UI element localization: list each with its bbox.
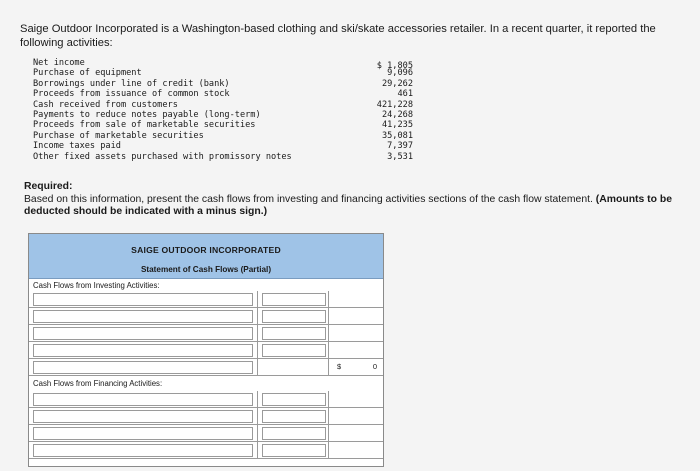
investing-row [29,291,383,308]
line-item-input[interactable] [33,293,253,306]
activity-row [33,152,413,162]
activity-row [33,58,413,71]
required-note: (Amounts to be deducted should be indicated with a minus sign.) [24,193,672,217]
activity-row [33,120,413,130]
cash-flow-statement-table [28,233,384,467]
statement-title: Statement of Cash Flows (Partial) [140,265,272,274]
financing-row [29,391,383,408]
activity-amount: 24,268 [381,109,413,120]
investing-activities-label: Cash Flows from Investing Activities: [33,281,160,290]
total-label-input[interactable] [33,361,253,374]
investing-row [29,325,383,342]
amount-input[interactable] [262,327,326,340]
financing-row [29,425,383,442]
amount-input[interactable] [262,427,326,440]
activity-label: Purchase of marketable securities [33,130,204,141]
required-text: Based on this information, present the cash flows from investing and financing activities sections of the cash flow statement. [24,193,593,205]
investing-row [29,342,383,359]
activity-amount: 461 [397,89,413,100]
activity-label: Other fixed assets purchased with promissory notes [33,151,292,162]
activity-label: Proceeds from sale of marketable securities [33,120,256,131]
amount-input[interactable] [262,310,326,323]
amount-input[interactable] [262,410,326,423]
activity-label: Cash received from customers [33,99,178,110]
financing-row [29,408,383,425]
activity-label: Income taxes paid [33,141,121,152]
financing-activities-label: Cash Flows from Financing Activities: [33,379,163,388]
investing-total-value: 0 [372,362,377,371]
activity-label: Proceeds from issuance of common stock [33,89,230,100]
activity-label: Purchase of equipment [33,68,142,79]
company-name: SAIGE OUTDOOR INCORPORATED [131,245,281,255]
line-item-input[interactable] [33,444,253,457]
amount-input[interactable] [262,444,326,457]
investing-row [29,308,383,325]
activity-row [33,100,413,110]
activity-row [33,68,413,78]
line-item-input[interactable] [33,427,253,440]
activity-row [33,141,413,151]
activity-label: Net income [33,58,85,68]
currency-symbol: $ [337,362,342,371]
activity-amount: 35,081 [381,130,413,141]
line-item-input[interactable] [33,393,253,406]
amount-input[interactable] [262,293,326,306]
line-item-input[interactable] [33,310,253,323]
activity-row [33,110,413,120]
amount-input[interactable] [262,344,326,357]
activity-row [33,131,413,141]
investing-total-row [29,359,383,376]
activity-label: Payments to reduce notes payable (long-term) [33,109,261,120]
statement-header [29,234,383,279]
line-item-input[interactable] [33,344,253,357]
activity-amount: 9,096 [387,68,413,79]
financing-row [29,442,383,459]
activity-row [33,79,413,89]
activity-amount: 3,531 [387,151,413,162]
line-item-input[interactable] [33,327,253,340]
activity-amount: 7,397 [387,141,413,152]
activity-label: Borrowings under line of credit (bank) [33,78,230,89]
activity-row [33,89,413,99]
activity-amount: 421,228 [376,99,413,110]
activities-list [33,58,413,162]
line-item-input[interactable] [33,410,253,423]
activity-amount: 41,235 [381,120,413,131]
activity-amount: $ 1,805 [376,61,413,71]
required-heading: Required: [24,181,73,192]
activity-amount: 29,262 [381,78,413,89]
problem-intro: Saige Outdoor Incorporated is a Washington-based clothing and ski/skate accessories retailer. In a recent quarter, it reported the following activities: [20,23,656,49]
required-section [24,181,700,219]
amount-input[interactable] [262,393,326,406]
